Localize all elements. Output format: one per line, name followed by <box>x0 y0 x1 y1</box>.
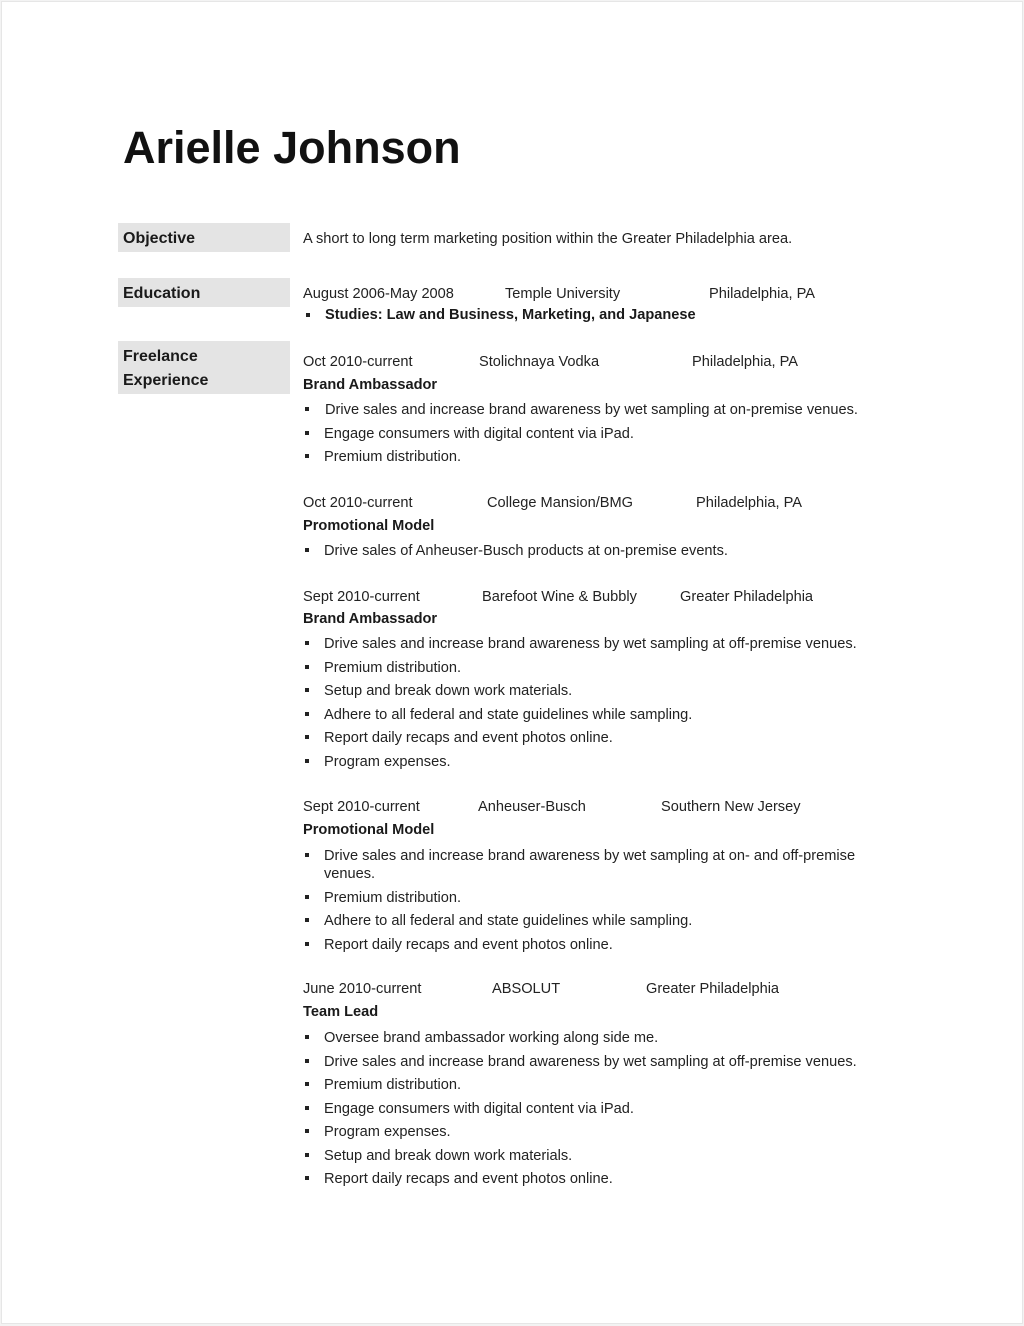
education-dates: August 2006-May 2008 <box>303 286 454 302</box>
section-label-line-2: Experience <box>123 372 209 389</box>
list-item: Engage consumers with digital content via iPad. <box>303 1100 893 1118</box>
list-item: Drive sales and increase brand awareness by wet sampling at off-premise venues. <box>303 635 893 653</box>
list-item: Drive sales and increase brand awareness by wet sampling at on-premise venues. <box>303 401 893 419</box>
bullet-square-icon <box>305 853 309 857</box>
bullet-square-icon <box>305 1035 309 1039</box>
bullet-square-icon <box>305 548 309 552</box>
job-title: Brand Ambassador <box>303 611 438 627</box>
list-item: Premium distribution. <box>303 659 893 677</box>
bullet-square-icon <box>305 735 309 739</box>
job-location: Philadelphia, PA <box>696 495 803 511</box>
bullet-square-icon <box>305 665 309 669</box>
job-dates: Sept 2010-current <box>303 799 420 815</box>
list-item: Premium distribution. <box>303 448 893 466</box>
list-item: Program expenses. <box>303 753 893 771</box>
section-label-objective: Objective <box>118 223 290 252</box>
list-item: Drive sales and increase brand awareness by wet sampling at on- and off-premise venues. <box>303 847 884 883</box>
list-item: Program expenses. <box>303 1123 893 1141</box>
list-item: Report daily recaps and event photos online. <box>303 729 893 747</box>
list-item: Report daily recaps and event photos online. <box>303 936 893 954</box>
job-dates: June 2010-current <box>303 981 422 997</box>
job-title: Promotional Model <box>303 822 435 838</box>
candidate-name: Arielle Johnson <box>123 122 461 173</box>
bullet-square-icon <box>305 431 309 435</box>
bullet-square-icon <box>305 407 309 411</box>
bullet-square-icon <box>305 688 309 692</box>
section-label-line-1: Freelance <box>123 348 198 365</box>
job-dates: Oct 2010-current <box>303 354 413 370</box>
objective-text: A short to long term marketing position within the Greater Philadelphia area. <box>303 231 793 247</box>
bullet-square-icon <box>305 918 309 922</box>
list-item: Drive sales and increase brand awareness by wet sampling at off-premise venues. <box>303 1053 893 1071</box>
list-item: Setup and break down work materials. <box>303 1147 893 1165</box>
job-company: Stolichnaya Vodka <box>479 354 600 370</box>
job-title: Team Lead <box>303 1004 379 1020</box>
job-location: Greater Philadelphia <box>680 589 814 605</box>
education-location: Philadelphia, PA <box>709 286 816 302</box>
list-item: Setup and break down work materials. <box>303 682 893 700</box>
job-dates: Sept 2010-current <box>303 589 420 605</box>
job-location: Southern New Jersey <box>661 799 801 815</box>
job-company: Anheuser-Busch <box>478 799 586 815</box>
bullet-square-icon <box>305 1129 309 1133</box>
bullet-square-icon <box>305 712 309 716</box>
section-label-education: Education <box>118 278 290 307</box>
job-location: Greater Philadelphia <box>646 981 780 997</box>
job-company: College Mansion/BMG <box>487 495 634 511</box>
list-item: Premium distribution. <box>303 889 893 907</box>
bullet-square-icon <box>305 895 309 899</box>
bullet-square-icon <box>306 313 310 317</box>
bullet-square-icon <box>305 942 309 946</box>
job-bullet-list <box>303 401 893 472</box>
job-company: Barefoot Wine & Bubbly <box>482 589 637 605</box>
section-label-freelance-experience <box>118 341 290 394</box>
job-title: Brand Ambassador <box>303 377 438 393</box>
list-item: Oversee brand ambassador working along side me. <box>303 1029 893 1047</box>
resume-page <box>1 1 1023 1324</box>
list-item: Drive sales of Anheuser-Busch products at on-premise events. <box>303 542 893 560</box>
bullet-square-icon <box>305 641 309 645</box>
job-dates: Oct 2010-current <box>303 495 413 511</box>
education-studies <box>303 307 696 323</box>
education-school: Temple University <box>505 286 621 302</box>
bullet-square-icon <box>305 1153 309 1157</box>
job-company: ABSOLUT <box>492 981 561 997</box>
bullet-square-icon <box>305 1082 309 1086</box>
job-bullet-list <box>303 635 893 776</box>
bullet-square-icon <box>305 454 309 458</box>
list-item: Report daily recaps and event photos online. <box>303 1170 893 1188</box>
list-item: Premium distribution. <box>303 1076 893 1094</box>
bullet-square-icon <box>305 759 309 763</box>
job-bullet-list <box>303 1029 893 1194</box>
job-bullet-list <box>303 542 893 566</box>
list-item: Engage consumers with digital content via iPad. <box>303 425 893 443</box>
list-item: Adhere to all federal and state guidelines while sampling. <box>303 706 893 724</box>
job-location: Philadelphia, PA <box>692 354 799 370</box>
education-studies-text: Studies: Law and Business, Marketing, and Japanese <box>325 307 696 323</box>
bullet-square-icon <box>305 1106 309 1110</box>
bullet-square-icon <box>305 1176 309 1180</box>
bullet-square-icon <box>305 1059 309 1063</box>
list-item: Adhere to all federal and state guidelines while sampling. <box>303 912 893 930</box>
job-bullet-list <box>303 847 893 959</box>
job-title: Promotional Model <box>303 518 435 534</box>
